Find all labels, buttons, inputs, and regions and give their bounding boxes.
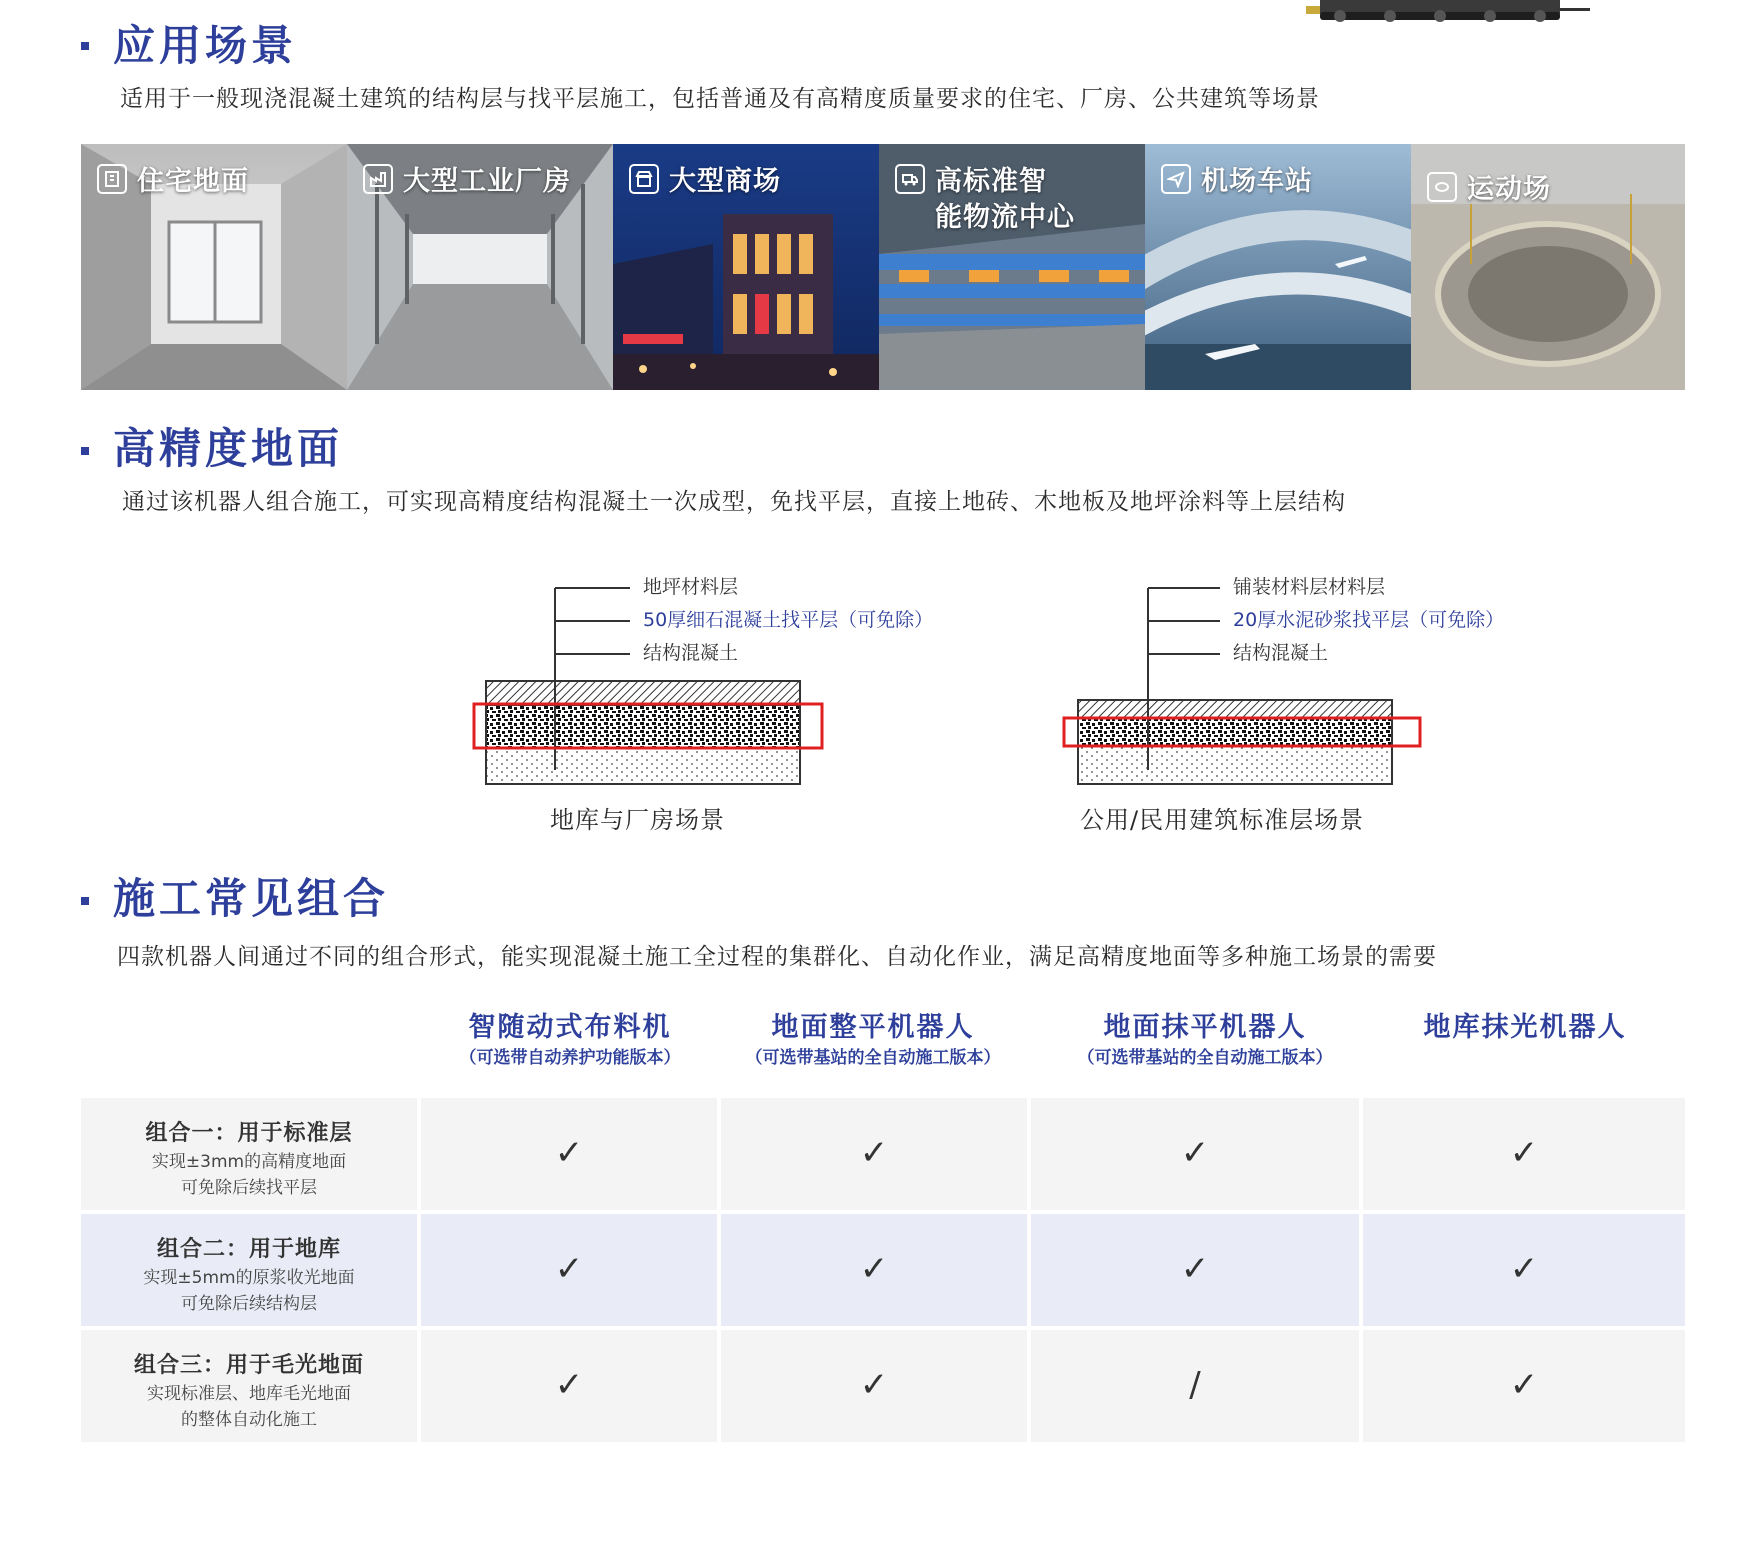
layer-cross-section (1050, 570, 1470, 790)
row-desc: 的整体自动化施工 (181, 1410, 317, 1430)
section-bullet (81, 897, 89, 905)
check-mark: ✓ (554, 1365, 584, 1405)
airplane-icon (1161, 164, 1191, 194)
check-mark: ✓ (859, 1133, 889, 1173)
check-mark: ✓ (859, 1249, 889, 1289)
layer-label: 铺装材料层材料层 (1233, 576, 1386, 598)
scene-residential (81, 144, 347, 390)
check-mark: ✓ (1180, 1133, 1210, 1173)
table-row (81, 1214, 1685, 1326)
scene-factory: 大型工业厂房 (347, 144, 613, 390)
mall-icon (629, 164, 659, 194)
layer-label: 地坪材料层 (643, 576, 739, 598)
row-desc: 可免除后续结构层 (181, 1294, 317, 1314)
column-header-leveling-robot: 地面整平机器人 （可选带基站的全自动施工版本） (745, 1012, 1001, 1068)
residential-icon (97, 164, 127, 194)
row-title: 组合二：用于地库 (156, 1237, 341, 1262)
row-title: 组合三：用于毛光地面 (133, 1353, 364, 1378)
scene-label: 住宅地面 (97, 164, 249, 200)
row-title: 组合一：用于标准层 (145, 1121, 353, 1146)
row-desc: 可免除后续找平层 (181, 1178, 317, 1198)
section-title-scenarios: 应用场景 (113, 21, 298, 70)
scene-logistics: 高标准智 能物流中心 (879, 144, 1145, 390)
check-mark: ✓ (554, 1249, 584, 1289)
diagram-caption: 公用/民用建筑标准层场景 (1080, 806, 1365, 834)
stadium-icon (1427, 172, 1457, 202)
section-desc-scenarios: 适用于一般现浇混凝土建筑的结构层与找平层施工，包括普通及有高精度质量要求的住宅、厂房、公共建筑等场景 (120, 86, 1320, 112)
row-desc: 实现±3mm的高精度地面 (151, 1152, 347, 1172)
diagram-standard-floor (1050, 570, 1570, 834)
not-applicable-mark: / (1189, 1365, 1201, 1405)
scene-airport: 机场车站 (1145, 144, 1411, 390)
check-mark: ✓ (1509, 1365, 1539, 1405)
machine-image-fragment (1300, 0, 1600, 26)
section-title-combos: 施工常见组合 (113, 874, 390, 923)
section-bullet (81, 447, 89, 455)
check-mark: ✓ (1509, 1249, 1539, 1289)
row-desc: 实现标准层、地库毛光地面 (147, 1384, 351, 1404)
column-header-distributor: 智随动式布料机 （可选带自动养护功能版本） (459, 1012, 681, 1068)
scene-stadium: 运动场 (1411, 144, 1685, 390)
layer-label: 结构混凝土 (643, 642, 739, 664)
layer-label-optional: 50厚细石混凝土找平层（可免除） (643, 609, 934, 631)
diagram-caption: 地库与厂房场景 (550, 806, 725, 834)
table-row (81, 1098, 1685, 1210)
scene-strip (81, 144, 1685, 390)
scene-mall: 大型商场 (613, 144, 879, 390)
section-desc-precision: 通过该机器人组合施工，可实现高精度结构混凝土一次成型，免找平层，直接上地砖、木地板及地坪涂料等上层结构 (122, 489, 1346, 515)
layer-label: 结构混凝土 (1233, 642, 1329, 664)
logistics-truck-icon (895, 164, 925, 194)
column-header-smoothing-robot: 地面抹平机器人 （可选带基站的全自动施工版本） (1077, 1012, 1333, 1068)
check-mark: ✓ (1180, 1249, 1210, 1289)
check-mark: ✓ (554, 1133, 584, 1173)
factory-icon (363, 164, 393, 194)
layer-cross-section (460, 570, 860, 790)
row-desc: 实现±5mm的原浆收光地面 (143, 1268, 355, 1288)
table-row (81, 1330, 1685, 1442)
section-desc-combos: 四款机器人间通过不同的组合形式，能实现混凝土施工全过程的集群化、自动化作业，满足高精度地面等多种施工场景的需要 (117, 944, 1437, 970)
section-bullet (81, 42, 89, 50)
column-header-polishing-robot: 地库抹光机器人 (1423, 1012, 1627, 1043)
section-title-precision: 高精度地面 (113, 424, 344, 473)
diagram-garage-factory (460, 570, 934, 834)
check-mark: ✓ (859, 1365, 889, 1405)
check-mark: ✓ (1509, 1133, 1539, 1173)
layer-label-optional: 20厚水泥砂浆找平层（可免除） (1233, 609, 1505, 631)
